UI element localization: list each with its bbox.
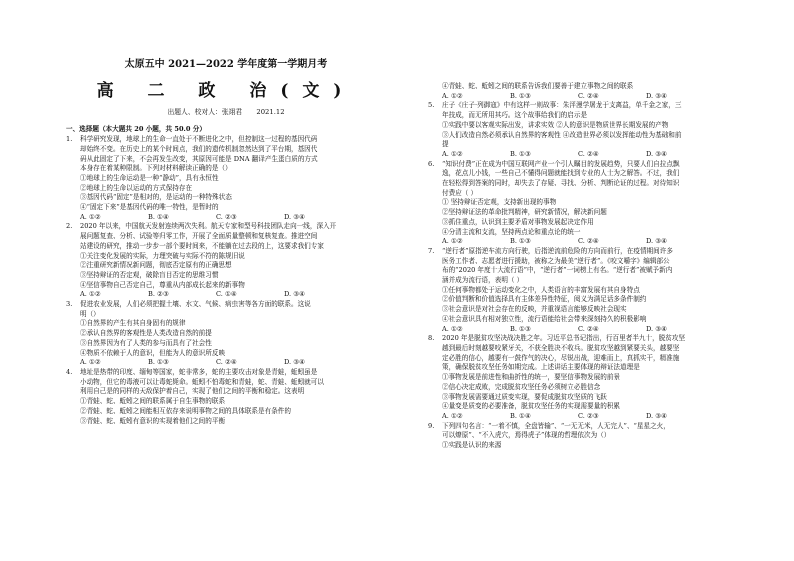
question-line: ③基因代码“固定”是相对的，是运动的一种特殊状态: [80, 193, 232, 202]
option-c: C. ②④: [578, 91, 599, 100]
exam-title: 太原五中 2021—2022 学年度第一学期月考: [124, 59, 328, 70]
option-c: C. ②④: [578, 149, 599, 158]
question-line: 2020 年是脱贫攻坚决战决胜之年。习近平总书记指出，行百里者半九十，脱贫攻坚: [442, 334, 686, 343]
option-d: D. ③④: [284, 358, 306, 367]
question-line: “知识付费”正在成为中国互联网产业一个引人瞩目的发展趋势，只要人们自拉点飘: [442, 159, 680, 168]
option-c: C. ②④: [578, 324, 599, 333]
question-3: [66, 300, 386, 358]
question-line: 布的“2020 年度十大流行语”中，“逆行者”一词榜上有名。“逆行者”被赋予新内: [442, 266, 673, 275]
question-line: ③人们改造自然必须承认自然界的客观性 ④改造世界必须以发挥能动性为基础和前: [442, 130, 682, 139]
answer-options: [66, 358, 386, 368]
answer-options: [66, 290, 386, 300]
answer-options: [428, 150, 750, 160]
option-b: B. ①③: [510, 324, 531, 333]
question-number: 4.: [66, 367, 73, 376]
question-line: 定必胜的信心，越要有一鼓作气的决心，尽锐出战，迎难而上，真抓实干，精准施: [442, 353, 680, 362]
question-7: [428, 247, 750, 325]
option-a: A. ①②: [442, 237, 463, 246]
question-line: 站建设的研究，推动一步步一部个要时间来，不能躺在过去段的上，这要求我们专家: [80, 241, 324, 250]
option-a: A. ①②: [80, 290, 101, 299]
option-a: A. ①②: [442, 149, 463, 158]
question-line: 促进农业发展，人们必须把握土壤、水文、气候、病虫害等各方面的联系。这说: [80, 300, 311, 309]
question-line: ③自然界因为有了人类的参与而具有了社会性: [80, 338, 212, 347]
question-number: 9.: [428, 421, 435, 430]
question-line: 却始终不变。在历史上的某个时间点，我们的遗传机制忽然达到了平台期，基因代: [80, 144, 318, 153]
question-line: ①任何事物都处于运动变化之中，人类语言的丰富发展有其自身特点: [442, 285, 640, 294]
question-line: ①事物发展是前进性和曲折性的统一，要坚信事物发展的前景: [442, 373, 621, 382]
question-line: 本身存在着某种限制。下列对材料解读正确的是（）: [80, 164, 232, 173]
option-d: D. ③④: [646, 324, 668, 333]
question-line: 小动物，但它的毒液可以让毒蛇毙命。蚯蚓不怕毒蛇和青蛙，蛇、青蛙、蚯蚓就可以: [80, 377, 324, 386]
question-line: ②坚持辩证法的革命批判精神，研究新情况，解决新问题: [442, 208, 607, 217]
exam-author: 出题人、校对人：张翊君: [167, 107, 243, 116]
answer-options: [428, 237, 750, 247]
question-2: [66, 222, 386, 290]
question-line: 科学研究发现，地球上的生命一直处于不断进化之中，但控制这一过程的基因代码: [80, 135, 318, 144]
option-c: C. ②③: [216, 212, 237, 221]
question-line: ②地球上的生命以运动的方式保持存在: [80, 183, 193, 192]
question-line: ②价值判断和价值选择具有主体差异性特征，阅义为满足话多条件制约: [442, 295, 647, 304]
exam-date: 2021.12: [256, 107, 285, 116]
option-a: A. ①②: [442, 411, 463, 420]
question-line: ①关注变化发展的实际，力理突破与实际不符的陈规旧说: [80, 251, 245, 260]
question-line: 码从此固定了下来，不会再发生改变，其原因可能是 DNA 翻译产生蛋白质的方式: [80, 154, 318, 163]
question-line: 下列四句名言：“一着不慎，全盘皆输”、“一无无米，人无完人”、“星星之火，: [442, 421, 670, 430]
question-line: ②注重研究新情况新问题，彻底否定原有的正确思想: [80, 261, 232, 270]
answer-options: [66, 213, 386, 223]
question-9: [428, 422, 750, 451]
option-b: B. ①③: [510, 237, 531, 246]
question-line: ④分清主流和支流，坚持两点论和重点论的统一: [442, 227, 581, 236]
option-b: B. ①④: [510, 411, 531, 420]
question-line: ④青蛙、蛇、蚯蚓之间的联系告诉我们要善于建立事物之间的联系: [442, 82, 634, 90]
question-line: 逸，花点儿小钱，一些自己不懂得问题就能找到专业的人士为之解答。不过，我们: [442, 169, 680, 178]
question-line: 庄子《庄子·列御寇》中有这样一则故事：朱泙漫学屠龙于支离益，单千金之家，三: [442, 101, 682, 110]
option-b: B. ①④: [148, 212, 169, 221]
answer-options: [428, 412, 750, 422]
question-line: 可以燎原”、“不入虎穴，焉得虎子”体现的哲理依次为（）: [442, 431, 611, 440]
question-8: [428, 334, 750, 412]
option-d: D. ③④: [646, 91, 668, 100]
question-number: 2.: [66, 222, 73, 231]
option-b: B. ②③: [148, 290, 169, 299]
question-number: 3.: [66, 300, 73, 309]
option-b: B. ①③: [148, 358, 169, 367]
question-line: ④坚信事物自己否定自己，尊重从内部成长起来的新事物: [80, 280, 245, 289]
question-line: ②青蛙、蛇、蚯蚓之间能相互依存来说明事物之间的具体联系是有条件的: [80, 406, 291, 415]
question-line: ③抓住重点，认识到主要矛盾对事物发展起决定作用: [442, 217, 594, 226]
question-line: ③事物发展需要通过质变实现，要促成脱贫攻坚质的飞跃: [442, 392, 607, 401]
question-line: 地址是热带的印度、缅甸等国家，蛇非常多，蛇的主要攻击对象是青蛙，蚯蚓虽是: [80, 367, 318, 376]
question-number: 1.: [66, 135, 73, 144]
question-line: 展问题复查、分析、试验等归零工作，开展了全面质量整顿和复核复查。推进空间: [80, 232, 318, 241]
section-heading: 一、选择题（本大题共 20 小题，共 50.0 分）: [66, 125, 206, 134]
question-line: 医务工作者、志愿者进行援助，被称之为最美“逆行者”。《咬文嚼字》编辑部公: [442, 256, 670, 265]
question-6: [428, 160, 750, 238]
question-line: ③坚持辩证的否定观，破除盲目否定的思维习惯: [80, 270, 219, 279]
option-b: B. ①③: [510, 91, 531, 100]
question-number: 6.: [428, 159, 435, 168]
question-line: ②信心决定成败，完成脱贫攻坚任务必须树立必胜信念: [442, 382, 601, 391]
question-line: 付费应（ ）: [442, 188, 478, 197]
option-c: C. ②③: [578, 411, 599, 420]
question-line: ①青蛙、蛇、蚯蚓之间的联系属于自生事物的联系: [80, 397, 226, 406]
option-a: A. ①②: [80, 358, 101, 367]
question-line: ①自然界的产生有其自身固有的规律: [80, 319, 186, 328]
option-d: D. ③④: [284, 212, 306, 221]
question-line: ④“固定下来”是基因代码的唯一特性，是暂时的: [80, 203, 219, 212]
question-line: ④社会意识具有相对独立性，流行语能给社会带来深刻持久的积极影响: [442, 314, 647, 323]
option-c: C. ②④: [216, 358, 237, 367]
question-number: 5.: [428, 101, 435, 110]
option-d: D. ③④: [646, 149, 668, 158]
question-4: [66, 368, 386, 426]
question-line: 明（）: [80, 309, 100, 318]
question-line: 涵并成为流行语，表明（ ）: [442, 276, 524, 285]
question-1: [66, 135, 386, 213]
question-line: ④物质不依赖于人的意识，但能为人的意识所反映: [80, 348, 226, 357]
question-line: ②承认自然界的客观性是人类改造自然的前提: [80, 329, 212, 338]
exam-subject: 高 二 政 治(文): [96, 80, 356, 101]
option-d: D. ③④: [284, 290, 306, 299]
option-a: A. ①②: [80, 212, 101, 221]
question-line: 策，确保脱贫攻坚任务如期完成。上述讲话主要体现的辩证法道理是: [442, 363, 640, 372]
option-a: A. ①②: [442, 91, 463, 100]
question-line: 利用自己是的同样的天敌保护着自己，实现了他们之间的平衡和稳定。这表明: [80, 387, 305, 396]
option-a: A. ①②: [442, 324, 463, 333]
question-number: 7.: [428, 246, 435, 255]
question-line: ①实践是认识的来源: [442, 441, 502, 450]
question-line: 越到最后时刻越要咬紧牙关，不获全胜决不收兵。脱贫攻坚越到紧要关头，越要坚: [442, 343, 680, 352]
question-line: 年技成，而无所用其巧。这个故事给我们的启示是: [442, 111, 588, 120]
option-c: C. ②④: [578, 237, 599, 246]
question-5: [428, 101, 750, 150]
question-line: 提: [442, 140, 449, 149]
option-d: D. ③④: [646, 237, 668, 246]
right-column: [428, 0, 750, 451]
question-line: “逆行者”原指逆车流方向行驶，后指逆流前危险的方向而前行，在疫情期间许多: [442, 246, 673, 255]
option-d: D. ③④: [646, 411, 668, 420]
question-line: ③社会意识是对社会存在的反映，并重视语言能够反映社会现实: [442, 305, 627, 314]
question-line: ③青蛙、蛇、蚯蚓有意识的实现着他们之间的平衡: [80, 416, 226, 425]
question-line: ① 坚持辩证否定观，支持新出现的事物: [442, 198, 557, 207]
answer-options: [428, 325, 750, 335]
answer-options: [428, 92, 750, 102]
question-line: ①地球上的生命运动是一种“静动”，具有永恒性: [80, 173, 219, 182]
question-line: ①实践中要以客观实际出发，讲求实效 ②人的意识是物质世界长期发展的产物: [442, 120, 669, 129]
option-c: C. ①④: [216, 290, 237, 299]
question-line: 2020 年以来，中国航天发射连续两次失利。航天专家和型号科技团队走向一线，深入开: [80, 222, 337, 231]
question-number: 8.: [428, 334, 435, 343]
question-line: ④量变是质变的必要准备，脱贫攻坚任务的实现需要量的积累: [442, 402, 621, 411]
option-b: B. ①③: [510, 149, 531, 158]
question-line: 在轻松得到答案的同时，却失去了存疑、寻找、分析、判断论证的过程。对待知识: [442, 179, 680, 188]
exam-meta: [66, 108, 386, 118]
left-column: [66, 0, 386, 426]
